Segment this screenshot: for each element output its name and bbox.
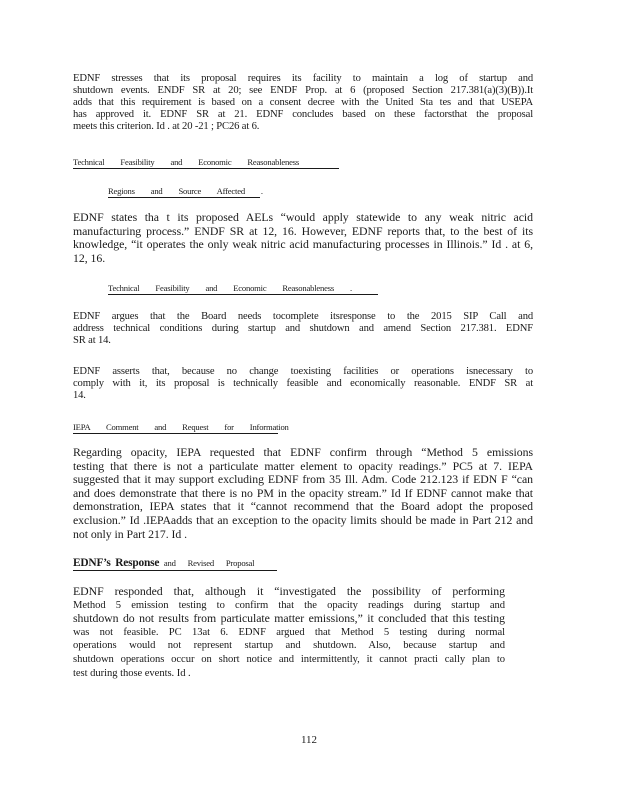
heading-ednf-response-rest: and Revised Proposal bbox=[163, 558, 255, 568]
text-line: not only in Part 217. Id . bbox=[73, 526, 188, 541]
text-line: 14. bbox=[73, 390, 86, 401]
paragraph-log-requirement bbox=[73, 73, 533, 133]
text-line: Method 5 emission testing to confirm that the opacity readings during startup and bbox=[73, 599, 505, 611]
text-line: knowledge, “it operates the only weak nitric acid manufacturing processes in Illinois.” Id . at 6, bbox=[73, 237, 533, 252]
text-line: address technical conditions during startup and shutdown and amend Section 217.381. EDNF bbox=[73, 323, 533, 334]
text-line: demonstration, IEPA states that it “cannot recommend that the Board adopt the proposed bbox=[73, 499, 533, 514]
text-line: adds that this requirement is based on a consent decree with the United Sta tes and that USEPA bbox=[73, 97, 533, 108]
text-line: Regarding opacity, IEPA requested that EDNF confirm through “Method 5 emissions bbox=[73, 445, 533, 459]
paragraph-ednf-response bbox=[73, 585, 505, 680]
text-line: comply with it, its proposal is technically feasible and economically reasonable. ENDF SR at bbox=[73, 378, 533, 389]
text-line: 12, 16. bbox=[73, 250, 106, 265]
text-line: was not feasible. PC 13at 6. EDNF argued that Method 5 testing during normal bbox=[73, 626, 505, 638]
text-line: SR at 14. bbox=[73, 335, 111, 346]
text-line: and does demonstrate that there is no PM in the opacity stream.” Id If EDNF cannot make that bbox=[73, 485, 533, 500]
text-line: testing that there is not a particulate matter element to opacity readings.” PC5 at 7. IEPA bbox=[73, 458, 533, 473]
text-line: shutdown events. ENDF SR at 20; see ENDF Prop. at 6 (proposed Section 217.381(a)(3)(B)).It bbox=[73, 85, 533, 96]
heading-technical-feasibility-1: Technical Feasibility and Economic Reasonableness bbox=[73, 157, 339, 169]
text-line: has approved it. EDNF SR at 21. EDNF concludes based on these factorsthat the proposal bbox=[73, 109, 533, 120]
page-number: 112 bbox=[300, 734, 318, 746]
paragraph-sip-call bbox=[73, 311, 533, 347]
text-line: meets this criterion. Id . at 20 -21 ; PC26 at 6. bbox=[73, 121, 260, 132]
text-line: manufacturing process.” ENDF SR at 12, 16. However, EDNF reports that, to the best of its bbox=[73, 223, 533, 238]
heading-ednf-response-main: EDNF’s Response bbox=[73, 557, 160, 569]
text-line: exclusion.” Id .IEPAadds that an exception to the opacity limits should be made in Part 212 and bbox=[73, 512, 533, 527]
paragraph-opacity bbox=[73, 446, 533, 541]
heading-iepa-comment: IEPA Comment and Request for Information bbox=[73, 422, 289, 432]
text-line: EDNF asserts that, because no change toexisting facilities or operations isnecessary to bbox=[73, 366, 533, 377]
heading-ednf-response bbox=[73, 557, 277, 571]
text-line: EDNF stresses that its proposal requires its facility to maintain a log of startup and bbox=[73, 73, 533, 84]
text-line: shutdown do not results from particulate matter emissions,” it concluded that this testing bbox=[73, 611, 505, 626]
text-line: suggested that it may support excluding EDNF from 35 Ill. Adm. Code 212.123 if EDN F “can bbox=[73, 472, 533, 487]
text-line: test during those events. Id . bbox=[73, 667, 191, 679]
paragraph-statewide bbox=[73, 211, 533, 265]
heading-regions-affected: Regions and Source Affected . bbox=[108, 186, 263, 196]
text-line: EDNF states tha t its proposed AELs “would apply statewide to any weak nitric acid bbox=[73, 210, 533, 224]
text-line: EDNF responded that, although it “investigated the possibility of performing bbox=[73, 584, 505, 598]
text-line: operations would not represent startup and shutdown. Also, because startup and bbox=[73, 640, 505, 652]
heading-technical-feasibility-2: Technical Feasibility and Economic Reasonableness . bbox=[108, 283, 378, 295]
paragraph-feasible bbox=[73, 366, 533, 402]
text-line: shutdown operations occur on short notice and intermittently, it cannot practi cally plan to bbox=[73, 653, 505, 665]
text-line: EDNF argues that the Board needs tocomplete itsresponse to the 2015 SIP Call and bbox=[73, 311, 533, 322]
